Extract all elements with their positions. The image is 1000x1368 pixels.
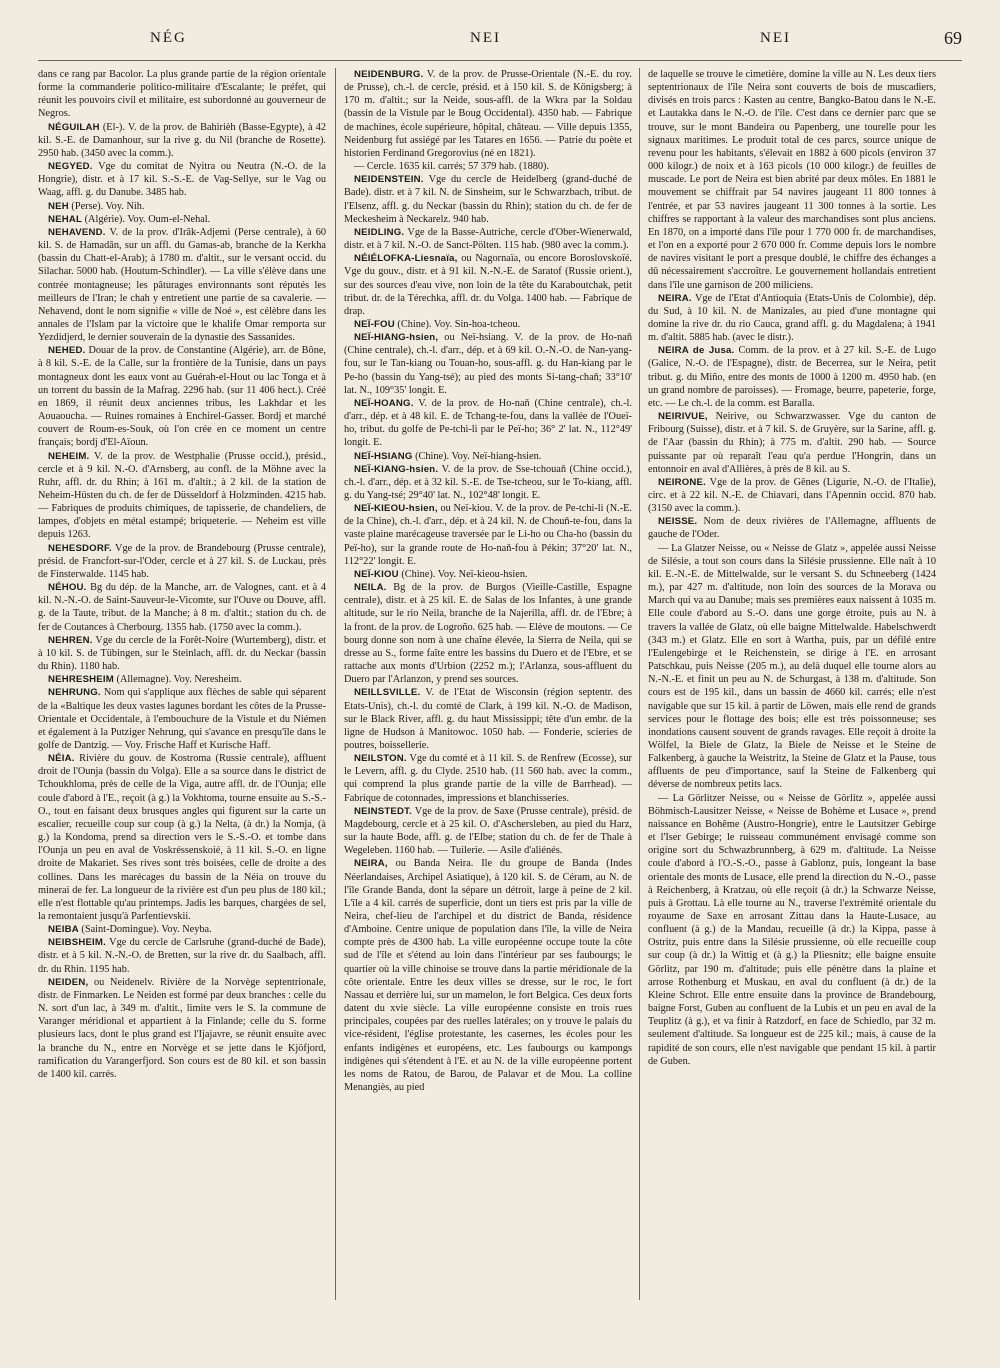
entry-text: (Perse). Voy. Nih.: [68, 200, 145, 212]
text-column-2: [344, 68, 632, 1300]
header-rule: [38, 60, 962, 61]
dictionary-entry: [38, 344, 326, 449]
entry-text: V. de la prov. de Prusse-Orientale (N.-E. du roy. de Prusse), ch.-l. de cercle, présid. et à 150 kil. S. de Königsberg; à 170 m. d'altit.; sur la Neide, sous-affl. de la Wkra par la Soldau (bassin de la Vistule par le Boug Occidental). 4350 hab. — Fabrique de machines, école supérieure, hôpital, château. — Ville depuis 1355, Neidenburg fut assiégé par les Tatares en 1656. — Patrie du poète et historien Ferdinand Gregorovius (né en 1821).: [344, 69, 632, 159]
dictionary-entry: [344, 226, 632, 252]
dictionary-entry: [344, 252, 632, 318]
text-column-1: [38, 68, 326, 1300]
entry-headword: NEÏ-HIANG-hsien,: [354, 332, 439, 344]
dictionary-entry: [648, 292, 936, 345]
entry-text: Rivière du gouv. de Kostroma (Russie centrale), affluent droit de l'Ounja (bassin du Volga). Elle a sa source dans le district de Tchoukhloma, près de celle de la Viga, autre affl. dr. de l'Ounja; elle coule d'abord à l'E., reçoit (à g.) la Vokhtoma, tourne ensuite au S.-S.-O., tout en faisant deux brusques angles qui figurent sur la carte un escalier, recueille coup sur coup (à g.) la Nelta, (à dr.) la Nomja, (à g.) la Kondoma, prend sa direction vers le S.-S.-O. et tombe dans l'Ounja un peu en aval de Voskréssenskoié, à 11 kil. S.-O. en ligne droite de Makariet. Ses rives sont très boisées, celle de droite a des collines. Dans les marécages du bassin de la Néia on trouve du minerai de fer. La longueur de la rivière est d'un peu plus de 180 kil.; elle n'est flottable qu'au printemps. Jadis les barques, chargées de sel, la remontaient jusqu'à Parfentievskii.: [38, 753, 326, 922]
entry-text: (El-). V. de la prov. de Bahirièh (Basse-Egypte), à 42 kil. S.-E. de Damanhour, sur la rive g. du Nil (branche de Rosette). 2950 hab. (3450 avec la comm.).: [38, 121, 326, 159]
entry-headword: NEIRA de Jusa.: [658, 345, 735, 357]
entry-headword: NEHRUNG.: [48, 687, 101, 699]
dictionary-entry: [344, 68, 632, 160]
entry-headword: NEIDEN,: [48, 976, 89, 988]
entry-headword: NEHESDORF.: [48, 542, 112, 554]
running-head-right: NEI: [760, 30, 791, 46]
entry-headword: NEÏ-KIEOU-hsien,: [354, 503, 438, 515]
entry-headword: NEHRESHEIM: [48, 674, 114, 686]
dictionary-entry: [648, 344, 936, 410]
dictionary-entry: [38, 752, 326, 923]
column-divider: [335, 68, 336, 1300]
entry-headword: NÉHOU.: [48, 582, 87, 594]
dictionary-entry: [344, 502, 632, 568]
entry-text: Vge du cercle de Carlsruhe (grand-duché de Bade), distr. et à 5 kil. N.-N.-O. de Bretten, sur la rive dr. du Saalbach, affl. dr. du Rhin. 1195 hab.: [38, 937, 326, 975]
entry-headword: NEÏ-HSIANG: [354, 450, 413, 462]
entry-headword: NEIRIVUE,: [658, 411, 708, 423]
dictionary-entry: [38, 686, 326, 752]
dictionary-entry: [344, 581, 632, 686]
dictionary-entry: [344, 160, 632, 173]
entry-text: ou Banda Neira. Ile du groupe de Banda (Indes Néerlandaises, Archipel Asiatique), à 120 kil. S. de Céram, au N. de l'île Grande Banda, dont la sépare un détroit, large à peine de 2 kil. L'île a 4 kil. carrés de superficie, dont un tiers est pris par la ville de Neira, chef-lieu de l'archipel et du district de Banda, résidence d'Amboine. Centre unique de population dans l'île, la ville de Neira compte près de 4300 hab. La ville européenne occupe toute la côte sud de l'île et s'étend au loin dans l'intérieur par ses faubourgs; le quartier où la ville chinoise se trouve dans la partie méridionale de la côte orientale. Entre les deux villes se dresse, sur le roc, le fort Nassau et derrière lui, sur un mamelon, le fort Belgica. Ces deux forts datent du xvie siècle. La ville européenne consiste en trois rues principales, coupées par des ruelles latérales; on y trouve le palais du vice-résident, l'église protestante, les casernes, les écoles pour les enfants indigènes et européens, etc. Les faubourgs ou kampongs indigènes qui s'étendent à l'E. et au N. de la ville européenne portent les noms de Ratou, de Barou, de Palavar et de Mou. La colline Menangiès, au pied: [344, 858, 632, 1094]
entry-headword: NEIBA: [48, 924, 79, 936]
entry-headword: NEILA.: [354, 582, 387, 594]
column-divider: [639, 68, 640, 1300]
dictionary-entry: [344, 752, 632, 805]
dictionary-entry: [648, 542, 936, 792]
dictionary-entry: [38, 226, 326, 344]
entry-text: V. de la prov. de Westphalie (Prusse occid.), présid., cercle et à 9 kil. N.-O. d'Arnsberg, au confl. de la Möhne avec la Ruhr, affl. dr. du Rhin; à 161 m. d'altit.; à 2 kil. de la station de Neheim-Hüsten du ch. de fer de Düsseldorf à Holzminden. 4215 hab. — Fabriques de produits chimiques, de tapisserie, de chandeliers, de lampes, d'objets en métal estampé; briqueterie. — Neheim est ville depuis 1263.: [38, 450, 326, 541]
entry-headword: NEILSTON.: [354, 753, 407, 765]
entry-headword: NEÏ-FOU: [354, 318, 395, 330]
dictionary-entry: [344, 568, 632, 581]
dictionary-entry: [38, 160, 326, 199]
entry-headword: NEÏ-KIOU: [354, 568, 399, 580]
dictionary-entry: [648, 515, 936, 541]
dictionary-entry: [38, 68, 326, 121]
entry-text: (Chine). Voy. Neï-hiang-hsien.: [412, 450, 542, 462]
dictionary-entry: [344, 318, 632, 331]
entry-text: Vge de la prov. de Gênes (Ligurie, N.-O. de l'Italie), circ. et à 22 kil. N.-E. de Chiavari, dans l'Apennin occid. 870 hab. (3150 avec la comm.).: [648, 476, 936, 515]
entry-headword: NEÏ-HOANG.: [354, 397, 414, 409]
entry-text: (Algérie). Voy. Oum-el-Nehal.: [82, 213, 211, 225]
entry-text: Vge du comté et à 11 kil. S. de Renfrew (Ecosse), sur le Levern, affl. g. du Clyde. 2510 hab. (11 560 hab. avec la comm., qui comprend la plus grande partie de la ville de Barrhead). — Fabrique de cotonnades, impressions et blanchisseries.: [344, 753, 632, 804]
entry-text: V. de la prov. d'Irâk-Adjemi (Perse centrale), à 60 kil. S. de Hamadân, sur un affl. du Gamas-ab, branche de la Kerkha (bassin du Chatt-el-Arab); à 1780 m. d'altit., sur le versant occid. du Silachar. 5000 hab. (Houtum-Schindler). — La ville s'élève dans une contrée montagneuse; les pâturages environnants sont réputés les meilleurs de l'Iran; le chah y entretient une partie de sa cavalerie. — Nehavend, dont le nom signifie « ville de Noé », est célèbre dans les annales de l'Islam par la victoire que le khalife Omar remporta sur Yezdidjerd, le dernier souverain de la dynastie des Sassanides.: [38, 226, 326, 344]
entry-headword: NEIDENSTEIN.: [354, 174, 424, 186]
entry-headword: NÉIA.: [48, 753, 75, 765]
entry-headword: NEIRA.: [658, 292, 692, 304]
dictionary-entry: [344, 857, 632, 1094]
dictionary-entry: [38, 936, 326, 975]
entry-text: Bg du dép. de la Manche, arr. de Valognes, cant. et à 4 kil. N.-N.-O. de Saint-Sauveur-le-Vicomte, sur l'Ouve ou Douve, affl. g. de la Taute, tribut. de la Manche; à 8 m. d'altit.; station du ch. de fer de Coutances à Cherbourg. 1355 hab. (1750 avec la comm.).: [38, 582, 326, 633]
dictionary-entry: [38, 923, 326, 936]
entry-headword: NÉGUILAH: [48, 121, 100, 133]
entry-text: Neirive, ou Schwarzwasser. Vge du canton de Fribourg (Suisse), distr. et à 7 kil. S. de Gruyère, sur la Sarine, affl. g. de l'Aar (bassin du Rhin); à 775 m. d'altit. 290 hab. — Source puissante par où reparaît l'eau qu'a perdue l'Hongrin, dans un entonnoir en aval d'Allières, à près de 8 kil. au S.: [648, 411, 936, 475]
dictionary-entry: [38, 581, 326, 634]
entry-headword: NÉIÉLOFKA-Liesnaïa,: [354, 253, 458, 265]
entry-text: (Chine). Voy. Neï-kieou-hsien.: [398, 568, 528, 580]
entry-headword: NEIDLING.: [354, 226, 405, 238]
entry-text: — La Glatzer Neisse, ou « Neisse de Glatz », appelée aussi Neisse de Silésie, a tout son cours dans la Silésie prussienne. Elle naît à 10 kil. E.-N.-E. de Mittelwalde, sur le versant S. du Schneeberg (1424 m.), par 427 m. d'altitude, non loin des sources de la Morava ou March qui va au Danube; mais ses premières eaux naissent à 1035 m. Elle coule d'abord au S.-O. dans une gorge étroite, puis au N. à travers la vallée de Glatz, où elle baigne Mittelwalde. Habelschwerdt (343 m.) et Glatz. Elle en sort à Wartha, puis, par un défilé entre l'Eulengebirge et le Reichenstein, se dirige à l'E. en arrosant Patschkau, puis Neisse (205 m.), au delà duquel elle tourne alors au N.-N.-E. et finit un peu au N. de Schurgast, à 138 m. d'altitude. Son cours est de 195 kil., dans un bassin de 4660 kil. carrés; elle n'est navigable que sur 15 kil. à partir de Löwen, mais elle rend de grands services pour le flottage des bois; elle est très poissonneuse; ses inondations causent souvent de grands ravages. Elle reçoit à droite la Wölfel, la Biele de Glatz, la Biele de Neisse et le Steine de Falkenberg, à gauche la Weistritz, la Steine de Glatz et la Pause, tous affluents de peu d'importance, sauf la Steine de Falkenberg qui déverse de nombreux petits lacs.: [648, 542, 936, 791]
entry-text: Vge du cercle de Heidelberg (grand-duché de Bade). distr. et à 7 kil. N. de Sinsheim, sur le Schwarzbach, tribut. de l'Elsenz, affl. g. du Neckar (bassin du Rhin); station du ch. de fer de Meckesheim à Neckarelz. 940 hab.: [344, 174, 632, 225]
entry-text: ou Nagornaïa, ou encore Boroslovskoïé. Vge du gouv., distr. et à 91 kil. N.-N.-E. de Saratof (Russie orient.), sur des sources d'eau vive, non loin de la tête du Karaboutchak, petit tribut. dr. de la Térechka, affl. dr. du Volga. 1400 hab. — Fabrique de drap.: [344, 253, 632, 317]
entry-text: Comm. de la prov. et à 27 kil. S.-E. de Lugo (Galice, N.-O. de l'Espagne), distr. de Becerrea, sur le Neira, petit tribut. g. du Miño, entre des monts de 1000 à 1200 m. 4950 hab. (en un grand nombre de paroisses). — Fromage, beurre, papeterie, forge, etc. — Le ch.-l. de la comm. est Baralla.: [648, 345, 936, 409]
entry-headword: NEIRA,: [354, 858, 388, 870]
entry-headword: NEISSE.: [658, 516, 698, 528]
entry-text: Nom de deux rivières de l'Allemagne, affluents de gauche de l'Oder.: [648, 516, 936, 541]
entry-headword: NEIBSHEIM.: [48, 937, 106, 949]
entry-text: ou Neï-hsiang. V. de la prov. de Ho-naň (Chine centrale), ch.-l. d'arr., dép. et à 69 kil. O.-N.-O. de Nan-yang-fou, sur le Tan-kiang ou Touan-ho, sous-affl. g. du Han-kiang par le Pe-ho (bassin du Yang-tsé); au pied des monts Si-tang-chaň; 33°10' lat. N., 109°35' longit. E.: [344, 332, 632, 396]
entry-text: Vge de l'Etat d'Antioquia (Etats-Unis de Colombie), dép. du Sud, à 10 kil. N. de Manizales, au pied d'une montagne qui domine la rive dr. du rio Cauca, grand affl. g. du Magdalena; à 1941 m. d'altit. 5885 hab. (avec le distr.).: [648, 292, 936, 344]
entry-text: Vge de la prov. de Saxe (Prusse centrale), présid. de Magdebourg, cercle et à 25 kil. O. d'Aschersleben, au pied du Harz, sur la haute Bode, affl. g. de l'Elbe; station du ch. de fer de Thale à Wegeleben. 1160 hab. — Tuilerie. — Asile d'aliénés.: [344, 805, 632, 857]
dictionary-entry: [38, 976, 326, 1081]
entry-text: Vge du cercle de la Forêt-Noire (Wurtemberg), distr. et à 10 kil. S. de Tübingen, sur le Steinlach, affl. dr. du Neckar (bassin du Rhin). 1180 hab.: [38, 634, 326, 673]
entry-text: ou Neidenelv. Rivière de la Norvège septentrionale, distr. de Finmarken. Le Neiden est formé par deux branches : celle du N. sort d'un lac, à 349 m. d'altit., limite vers le S. la commune de Varanger méridional et appartient à la Finlande; celle du S. forme plusieurs lacs, dont le plus grand est l'Ijajavre, se réunit ensuite avec la branche du N., entre en Norvège et se jette dans le Kjöfjord, ramification du Varangerfjord. Son cours est de 80 kil. et son bassin de 1400 kil. carrés.: [38, 976, 326, 1080]
dictionary-entry: [648, 68, 936, 292]
dictionary-entry: [344, 450, 632, 463]
entry-headword: NEHEIM.: [48, 450, 90, 462]
dictionary-entry: [648, 476, 936, 515]
entry-headword: NEIDENBURG.: [354, 69, 424, 80]
entry-headword: NEÏ-KIANG-hsien.: [354, 463, 439, 475]
entry-text: (Chine). Voy. Sin-hoa-tcheou.: [394, 318, 521, 330]
dictionary-entry: [648, 792, 936, 1068]
dictionary-entry: [344, 173, 632, 226]
entry-headword: NEINSTEDT.: [354, 805, 412, 817]
entry-text: dans ce rang par Bacolor. La plus grande partie de la région orientale forme la commanderie politico-militaire d'Escalante; le préfet, qui réunit les pouvoirs civil et militaire, est subordonné au gouverneur de Negros.: [38, 69, 326, 120]
dictionary-entry: [344, 463, 632, 502]
entry-text: (Saint-Domingue). Voy. Neyba.: [78, 924, 212, 936]
entry-headword: NEHAVEND.: [48, 226, 106, 238]
dictionary-entry: [38, 121, 326, 160]
entry-headword: NEILLSVILLE.: [354, 687, 421, 699]
entry-headword: NEH: [48, 200, 69, 212]
entry-text: ou Neï-kiou. V. de la prov. de Pe-tchi-li (N.-E. de la Chine), ch.-l. d'arr., dép. et à 24 kil. N. de Chouň-te-fou, dans la vaste plaine marécageuse traversée par le Li-ho ou Cha-ho (bassin du Peï-ho), sur la grande route de Ho-naň-fou à Pékin; 37°20' lat. N., 112°22' longit. E.: [344, 503, 632, 567]
entry-text: V. de la prov. de Ho-naň (Chine centrale), ch.-l. d'arr., dép. et à 48 kil. E. de Tchang-te-fou, dans la vallée de l'Oueï-ho, tribut. du golfe de Pe-tchi-li par le Peï-ho; 36° 2' lat. N., 112°49' longit. E.: [344, 397, 632, 449]
entry-text: Nom qui s'applique aux flèches de sable qui séparent de la «Baltique les deux vastes lagunes bordant les côtes de la Prusse-Orientale et Occidentale, à l'embouchure de la Vistule et du Niémen et également à la Putziger Nehrung, qui s'avance en presqu'île dans le golfe de Dantzig. — Voy. Frische Haff et Kurische Haff.: [38, 687, 326, 751]
entry-text: Douar de la prov. de Constantine (Algérie), arr. de Bône, à 8 kil. S.-E. de la Calle, sur la frontière de la Tunisie, dans un pays montagneux dont les eaux vont au Guérah-el-Hout ou lac Tonga et à un torrent du bassin de la Mafrag. 2296 hab. (sur 11 406 hect.). Créé en 1869, il réunit deux anciennes tribus, les Lakhdar et les Aouaoucha. — Ruines romaines à Enchirel-Gasser. Bordj et marché couvert de Roum-es-Souk, où l'on crée en ce moment un centre français; bordj d'El-Aïoun.: [38, 345, 326, 449]
entry-headword: NEGYED.: [48, 161, 93, 173]
entry-headword: NEHAL: [48, 213, 83, 225]
running-head-middle: NEI: [470, 30, 501, 46]
dictionary-entry: [38, 200, 326, 213]
entry-text: Vge de la prov. de Brandebourg (Prusse centrale), présid. de Francfort-sur-l'Oder, cercle et à 27 kil. S. de Luckau, près de Finsterwalde. 1145 hab.: [38, 542, 326, 580]
dictionary-entry: [648, 410, 936, 476]
dictionary-entry: [38, 673, 326, 686]
entry-headword: NEHREN.: [48, 634, 93, 646]
dictionary-entry: [344, 805, 632, 858]
entry-text: V. de la prov. de Sse-tchouaň (Chine occid.), ch.-l. d'arr., dép. et à 32 kil. S.-E. de Tse-tcheou, sur le To-kiang, affl. g. du Yang-tsé; 29°40' lat. N., 102°48' longit. E.: [344, 463, 632, 501]
running-head-left: NÉG: [150, 30, 187, 46]
entry-text: V. de l'Etat de Wisconsin (région septentr. des Etats-Unis), ch.-l. du comté de Clark, à 199 kil. N.-O. de Madison, sur le Black River, affl. g. du haut Mississippi; tête d'un embr. de la ligne de Hudson à Manitowoc. 1050 hab. — Fonderie, scieries de poutres, boissellerie.: [344, 687, 632, 751]
dictionary-entry: [344, 331, 632, 397]
text-column-3: [648, 68, 936, 1300]
dictionary-entry: [344, 397, 632, 450]
entry-text: (Allemagne). Voy. Neresheim.: [113, 674, 242, 686]
entry-headword: NEHED.: [48, 345, 86, 357]
dictionary-entry: [38, 213, 326, 226]
entry-text: Bg de la prov. de Burgos (Vieille-Castille, Espagne centrale), distr. et à 25 kil. E. de Salas de los Infantes, à une grande altitude, sur le rio Neila, branche de la Najerilla, affl. dr. de l'Ebre; à la front. de la prov. de Logroño. 625 hab. — Elève de moutons. — Ce bourg donne son nom à une chaîne élevée, la Sierra de Neila, qui se dresse au S., forme faîte entre les bassins du Duero et de l'Ebre, et se rattache aux monts d'Urbion (2252 m.); l'Arlanza, sous-affluent du Duero par l'Arlanzon, y prend ses sources.: [344, 582, 632, 686]
dictionary-entry: [38, 634, 326, 673]
entry-text: Vge du comitat de Nyitra ou Neutra (N.-O. de la Hongrie), distr. et à 17 kil. S.-S.-E. de Vag-Sellye, sur le Vag ou Waag, affl. g. du Danube. 3485 hab.: [38, 161, 326, 199]
page-number: 69: [944, 28, 962, 48]
entry-headword: NEIRONE.: [658, 476, 706, 488]
dictionary-entry: [38, 450, 326, 542]
entry-text: — La Görlitzer Neisse, ou « Neisse de Görlitz », appelée aussi Böhmisch-Lausitzer Neisse, « Neisse de Bohème et Lusace », prend naissance en Bohême (Austro-Hongrie), entre le Lautsitzer Gebirge et l'Iser Gebirge; le ruisseau communément envisagé comme son origine sort du Schwazbrunnberg, à 629 m. d'altitude. La Neisse coule d'abord à l'O.-S.-O., passe à Gablonz, puis, longeant la base orientale des monts de Lusace, elle prend la direction du N.-O., passe à Reichenberg, à Kratzau, où elle reçoit (à dr.) la Schwarze Neisse, puis à Grottau. Là elle tourne au N., traverse l'extrémité orientale du royaume de Saxe en arrosant Zittau dans la Haute-Lusace, au confluent (à g.) de la Mandau, recueille (à dr.) la Kippa, passe à Ostritz, puis entre dans la Silésie prussienne, où elle recueille coup sur coup (à dr.) la Wittig et (à g.) la Pliesnitz; elle baigne ensuite Görlitz, par 190 m. d'altitude; puis elle pénètre dans la plaine et arrose Rothenburg et Muskau, en aval du confluent (à dr.) de la Kleine Schrot. Elle entre ensuite dans la province de Brandebourg, baigne Forst, Guben au confluent de la Lubis et un peu en aval de la Teuplitz (à g.), et va finir à Ratzdorf, en face de Schiedlo, par 32 m. seulement d'altitude. Sa longueur est de 225 kil.; mais, à cause de la rapidité de son cours, elle n'est navigable que pendant 15 kil. à partir de Guben.: [648, 792, 936, 1067]
dictionary-entry: [344, 686, 632, 752]
dictionary-entry: [38, 542, 326, 581]
entry-text: — Cercle. 1635 kil. carrés; 57 379 hab. (1880).: [354, 161, 550, 173]
entry-text: Vge de la Basse-Autriche, cercle d'Ober-Wienerwald, distr. et à 7 kil. N.-O. de Sanct-Pölten. 115 hab. (980 avec la comm.).: [344, 226, 632, 252]
entry-text: de laquelle se trouve le cimetière, domine la ville au N. Les deux tiers septentrionaux de l'île Neira sont couverts de bois de muscadiers, divisés en trois parcs : Kasten au centre, Bangko-Batou dans le N.-E. et Lautakka dans le N.-O. de l'île. C'est dans ce dernier parc que se trouve, sur le mont Bandeira ou Papenberg, une tourelle pour les signaux maritimes. Le produit total de ces parcs, source unique de revenu pour les habitants, s'élevait en 1882 à 600 picols (environ 37 000 kilogr.) de noix et à 163 picols (10 000 kilogr.) de feuilles de muscade. Le port de Neira est bien abrité par deux môles. En 1881 le mouvement se chiffrait par 54 navires jaugeant 11 800 tonnes à l'entrée, et par 53 navires jaugeant 11 300 tonnes à la sortie. Les chiffres se rapportant à la valeur des marchandises sont plus anciens. En 1870, on a importé dans l'île pour 1 770 000 fr. de marchandises, et l'on en a exporté pour 2 670 000 fr. Comme depuis lors le nombre de navires visitant le port a presque doublé, le chiffre des échanges a dû nécessairement s'accroître. Le gouvernement hollandais entretient dans l'île une garnison de 200 miliciens.: [648, 69, 936, 291]
